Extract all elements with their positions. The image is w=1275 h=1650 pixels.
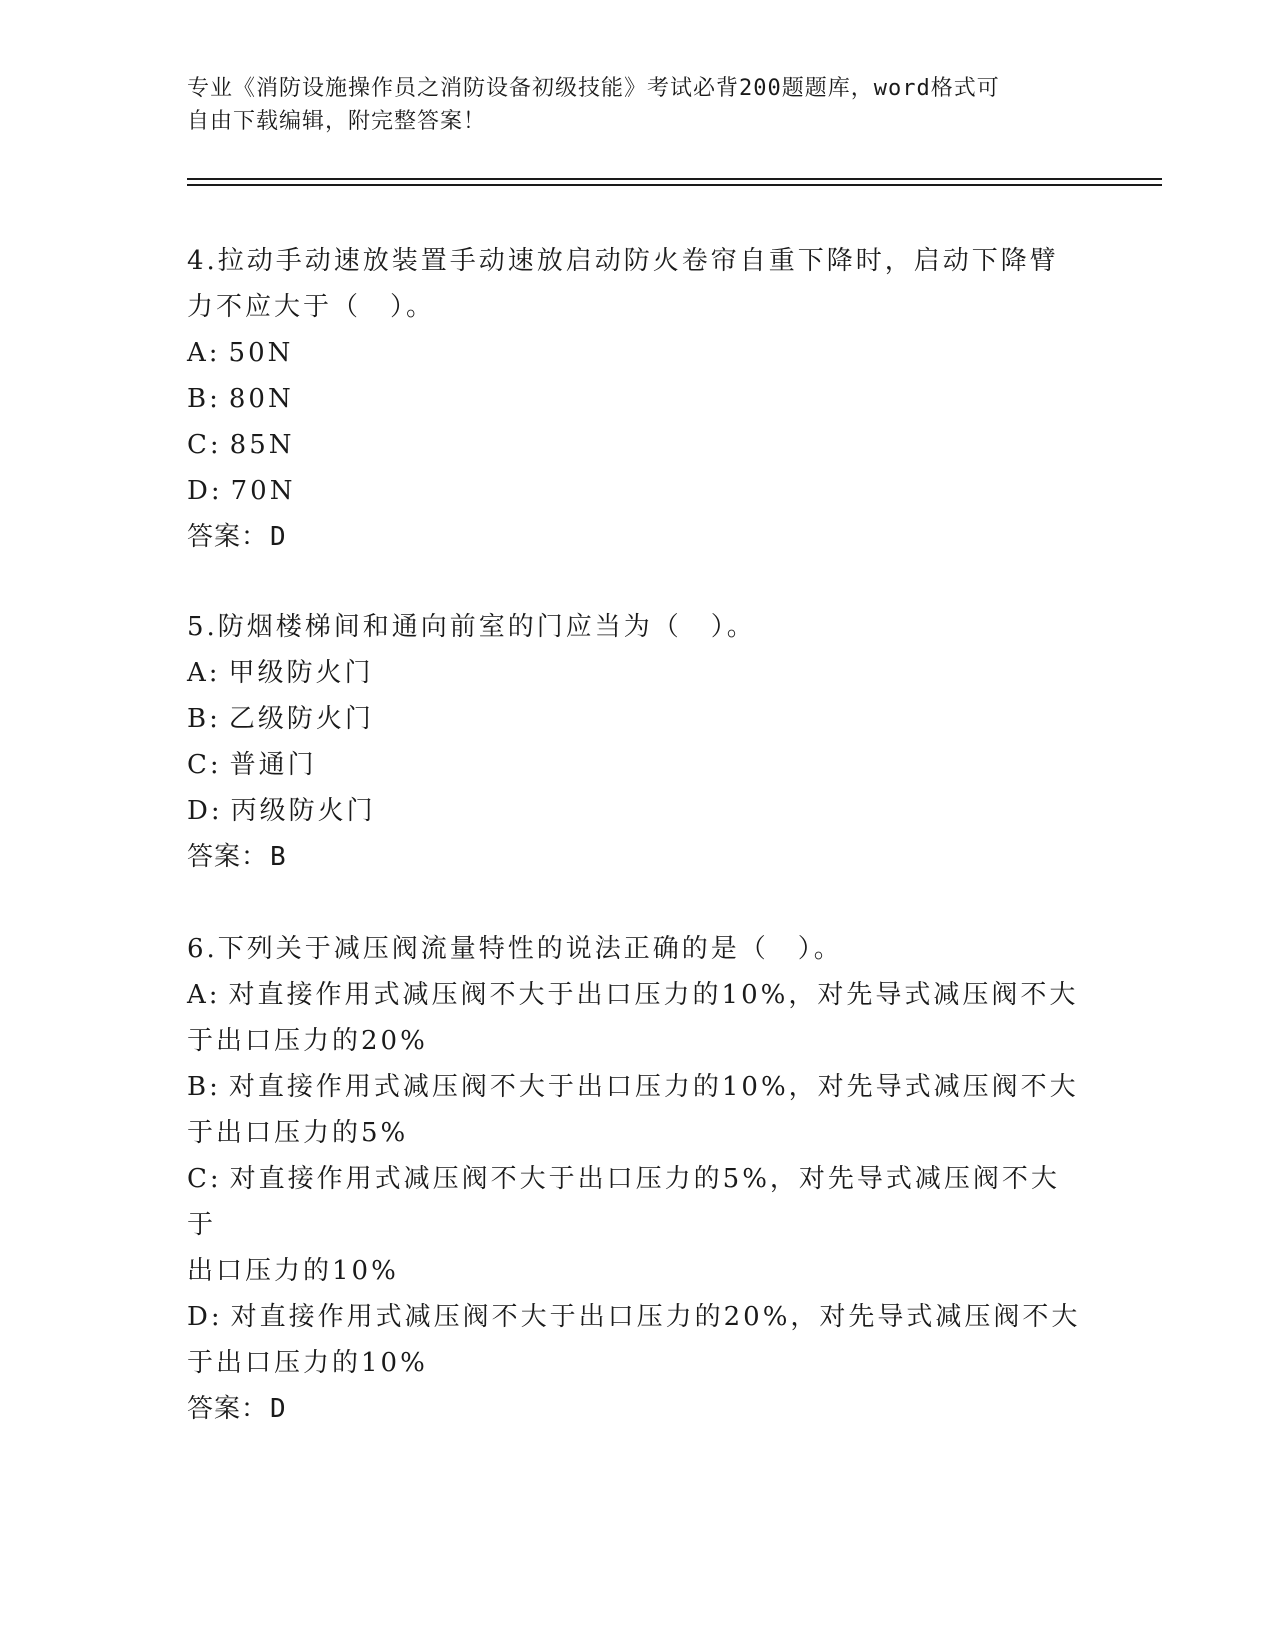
answer-value: B [270, 842, 287, 872]
option-a [187, 972, 1087, 1018]
header-line-2: 自由下载编辑，附完整答案！ [187, 109, 487, 134]
header-rule-top [187, 178, 1162, 180]
answer-label: 答案： [187, 522, 269, 552]
option-key: B: [187, 1072, 221, 1102]
option-b [187, 376, 1087, 422]
option-key: A: [187, 658, 221, 688]
answer-value: D [270, 522, 287, 552]
option-c [187, 422, 1087, 468]
document-header [187, 72, 1067, 138]
option-text-line: 对直接作用式减压阀不大于出口压力的10%，对先导式减压阀不大 [228, 980, 1079, 1010]
answer-value: D [270, 1394, 287, 1424]
option-text: 80N [228, 384, 294, 414]
option-text: 70N [230, 476, 296, 506]
question-stem-line: 6.下列关于减压阀流量特性的说法正确的是（ ）。 [187, 934, 843, 964]
question-stem-line: 力不应大于（ ）。 [187, 292, 436, 322]
option-a [187, 330, 1087, 376]
question-stem-line: 5.防烟楼梯间和通向前室的门应当为（ ）。 [187, 612, 756, 642]
question-stem-line: 4.拉动手动速放装置手动速放启动防火卷帘自重下降时，启动下降臂 [187, 246, 1059, 276]
question-4 [187, 238, 1087, 560]
answer-label: 答案： [187, 1394, 269, 1424]
answer-line [187, 834, 1087, 880]
question-5 [187, 604, 1087, 880]
option-key: B: [187, 704, 221, 734]
option-text: 85N [229, 430, 295, 460]
option-b [187, 696, 1087, 742]
option-c-continuation: 出口压力的10% [187, 1256, 399, 1286]
option-c [187, 1156, 1087, 1248]
option-key: A: [187, 980, 221, 1010]
option-text-line: 对直接作用式减压阀不大于出口压力的5%，对先导式减压阀不大于 [187, 1164, 1060, 1240]
option-key: C: [187, 750, 222, 780]
option-b [187, 1064, 1087, 1110]
option-text: 甲级防火门 [228, 658, 374, 688]
option-key: D: [187, 796, 223, 826]
answer-line [187, 1386, 1087, 1432]
answer-label: 答案： [187, 842, 269, 872]
option-d [187, 1294, 1087, 1340]
option-text: 丙级防火门 [230, 796, 376, 826]
option-key: B: [187, 384, 221, 414]
option-text-line: 对直接作用式减压阀不大于出口压力的20%，对先导式减压阀不大 [230, 1302, 1081, 1332]
header-line-1: 专业《消防设施操作员之消防设备初级技能》考试必背200题题库，word格式可 [187, 76, 1000, 101]
option-key: C: [187, 1164, 222, 1194]
answer-line [187, 514, 1087, 560]
header-rule-bottom [187, 184, 1162, 186]
option-a-continuation: 于出口压力的20% [187, 1026, 428, 1056]
option-d [187, 468, 1087, 514]
option-b-continuation: 于出口压力的5% [187, 1118, 409, 1148]
option-text: 50N [228, 338, 294, 368]
option-d [187, 788, 1087, 834]
question-6 [187, 926, 1087, 1432]
option-c [187, 742, 1087, 788]
option-key: A: [187, 338, 221, 368]
option-key: D: [187, 1302, 223, 1332]
option-a [187, 650, 1087, 696]
option-text: 乙级防火门 [228, 704, 374, 734]
option-text-line: 对直接作用式减压阀不大于出口压力的10%，对先导式减压阀不大 [228, 1072, 1079, 1102]
option-text: 普通门 [229, 750, 317, 780]
option-key: C: [187, 430, 222, 460]
option-key: D: [187, 476, 223, 506]
option-d-continuation: 于出口压力的10% [187, 1348, 428, 1378]
